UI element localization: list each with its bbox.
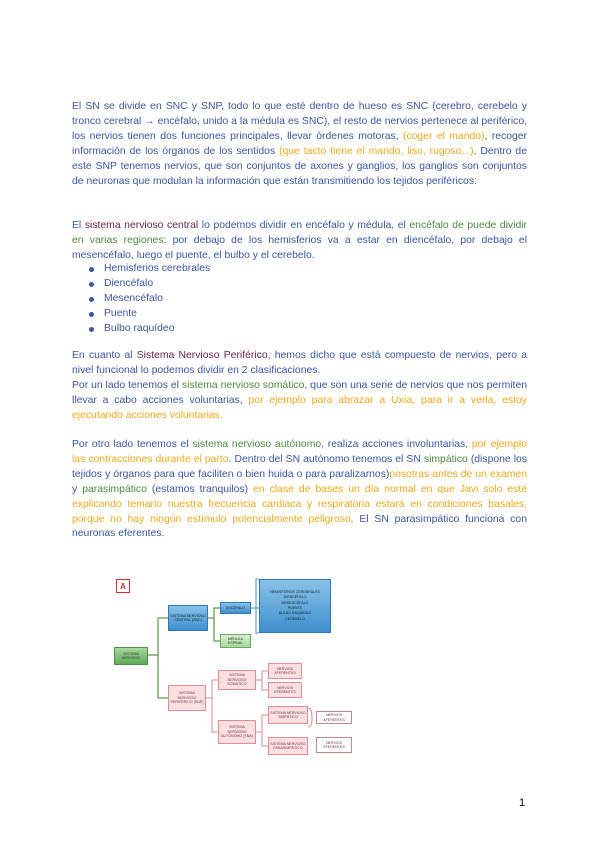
encefalo-parts-node — [259, 579, 331, 633]
list-item: Bulbo raquídeo — [72, 322, 210, 337]
list-item: Hemisferios cerebrales — [72, 262, 210, 277]
brain-regions-list — [72, 262, 210, 337]
encefalo-part: BULBO RAQUÍDEO — [278, 611, 312, 616]
snc-node: SISTEMA NERVIOSO CENTRAL (SNC) — [168, 605, 208, 631]
list-item: Puente — [72, 307, 210, 322]
paragraph-somatic: Por un lado tenemos el sistema nervioso somático, que son una serie de nervios que nos permiten llevar a cabo acciones voluntarias, por ejemplo para abrazar a Uxía, para ir a verla, estoy ejecutando acciones voluntarias. — [72, 380, 527, 421]
encefalo-part: DIENCÉFALO — [283, 595, 307, 600]
encefalo-node: ENCÉFALO — [220, 602, 251, 614]
list-item: Mesencéfalo — [72, 292, 210, 307]
page-number: 1 — [519, 797, 526, 809]
snp-node: SISTEMA NERVIOSO PERIFÉRICO (SNP) — [168, 685, 206, 711]
encefalo-part: HEMISFERIOS CEREBRALES — [270, 589, 320, 594]
medula-node: MÉDULA ESPINAL — [220, 634, 251, 648]
paragraph-snp: En cuanto al Sistema Nervioso Periférico, hemos dicho que está compuesto de nervios, pero a nivel funcional lo podemos dividir en 2 clasificaciones. — [72, 350, 528, 376]
aferentes-node: NERVIOS AFERENTES — [268, 663, 302, 679]
paragraph-autonomic: Por otro lado tenemos el sistema nervioso autónomo, realiza acciones involuntarias, por ejemplo las contracciones durante el parto. Dentro del SN autónomo tenemos el SN simpático (dispone los tejidos y órganos para que faciliten o bien huida o para paralizarnos)nosotras antes de un examen y parasimpático (estamos tranquilos) en clase de bases un día normal en que Javi solo esté explicando temario nuestra frecuencia cardiaca y respiratoria estará en condiciones basales, porque no hay ningún estímulo potencialmente peligroso. El SN parasimpático funciona con neuronas eferentes. — [72, 439, 528, 540]
aferentes-node-2: NERVIOS AFERENTES — [316, 711, 352, 724]
simpatico-node: SISTEMA NERVIOSO SIMPÁTICO — [268, 706, 308, 724]
nervous-system-diagram — [110, 575, 370, 770]
paragraph-intro: El SN se divide en SNC y SNP, todo lo que esté dentro de hueso es SNC (cerebro, cerebelo y tronco cerebral → encéfalo, unido a la médula es SNC), el resto de nervios pertenece al periférico, los nervios tienen dos funciones principales, llevar órdenes motoras, (coger el mando), recoger información de los órganos de los sentidos (que tacto tiene el mando, liso, rugoso...). Dentro de este SNP tenemos nervios, que son conjuntos de axones y ganglios, los ganglios son conjuntos de neuronas que modulan la información que están transmitiendo los tejidos periféricos. — [72, 101, 528, 187]
paragraph-snc: El sistema nervioso central lo podemos dividir en encéfalo y médula, el encéfalo de puede dividir en varias regiones: por debajo de los hemisferios va a estar en diencéfalo, por debajo el mesencéfalo, luego el puente, el bulbo y el cerebelo. — [72, 220, 528, 261]
eferentes-node-2: NERVIOS EFERENTES — [316, 737, 352, 753]
somatico-node: SISTEMA NERVIOSO SOMÁTICO — [218, 670, 256, 690]
parasimpatico-node: SISTEMA NERVIOSO PARASIMPÁTICO — [268, 737, 308, 755]
encefalo-part: CEREBELO — [285, 616, 305, 621]
list-item: Diencéfalo — [72, 277, 210, 292]
figure-label-badge: A — [116, 579, 130, 593]
autonomo-node: SISTEMA NERVIOSO AUTÓNOMO (SNA) — [218, 720, 256, 744]
encefalo-part: PUENTE — [287, 606, 303, 610]
root-node: SISTEMA NERVIOSO — [114, 647, 148, 665]
encefalo-part: MESENCÉFALO — [281, 600, 309, 605]
eferentes-node: NERVIOS EFERENTES — [268, 682, 302, 698]
